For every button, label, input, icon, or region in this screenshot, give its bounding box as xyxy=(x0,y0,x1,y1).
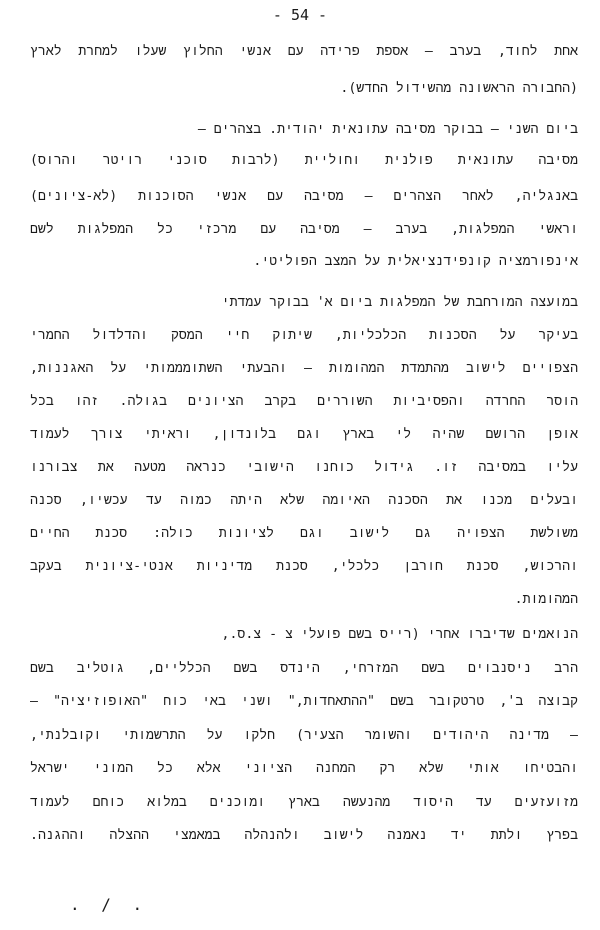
text-line: בעיקר על הסכנות הכלכליות, שיתוק חיי המסק והדלדול החמרי xyxy=(30,328,578,343)
text-line: מזועזעים עד היסוד מהנעשה בארץ ומוכנים במלוא כוחם לעמוד xyxy=(30,795,578,810)
text-line: והרכוש, סכנת חורבן כלכלי, סכנת מדיניות אנטי-ציונית בעקב xyxy=(30,559,578,574)
text-line: אחת לחוד, בערב — אספת פרידה עם אנשי החלוץ שעלו למחרת לארץ xyxy=(30,44,578,59)
text-line: וראשי המפלגות, בערב — מסיבה עם מרכזי כל המפלגות לשם xyxy=(30,222,578,237)
text-line: הצפויים לישוב מהתמדת המהומות — והבעתי השתומממותי על האגננות, xyxy=(30,361,578,376)
page-number: - 54 - xyxy=(272,6,328,24)
text-line: בפרץ ולתת יד נאמנה לישוב ולהנהלה במאמצי ההצלה וההגנה. xyxy=(30,828,578,843)
text-line: מסיבה עתונאית פולנית וחוליית (לרבות סוכני רויטר והרוס) xyxy=(30,153,578,168)
text-line: אינפורמציה קונפידנציאלית על המצב הפוליטי. xyxy=(253,254,578,269)
text-line: משולשת הצפויה גם לישוב וגם לציונות כולה: סכנת החיים xyxy=(30,526,578,541)
text-line: — מדינה היהודים והשומר הצעיר) חלקו על התרשמותי וקובלנתי, xyxy=(30,728,578,743)
text-line: המהומות. xyxy=(514,592,578,607)
text-line: הוסר החרדה והפסיביות השוררים בקרב הציונים בגולה. זהו בכל xyxy=(30,394,578,409)
text-line: ביום השני — בבוקר מסיבה עתונאית יהודית. בצהרים — xyxy=(197,122,578,137)
text-line: באנגליה, לאחר הצהרים — מסיבה עם אנשי הסוכנות (לא-ציונים) xyxy=(30,189,578,204)
text-line: ובעלים מכנו את הסכנה האיומה שלא היתה כמוה עד עכשיו, סכנה xyxy=(30,493,578,508)
text-line: במועצה המורחבת של המפלגות ביום א' בבוקר עמדתי xyxy=(221,295,578,310)
text-line: קבוצה ב', טרטקובר בשם "ההתאחדות," ושני באי כוח "האופוזיציה" — xyxy=(30,694,578,709)
text-line: הנואמים שדיברו אחרי (רייס בשם פועלי צ - צ.ס., xyxy=(221,627,578,642)
text-line: והבטיחו אותי שלא רק המחנה הציוני אלא כל המוני ישראל xyxy=(30,761,578,776)
text-line: (החבורה הראשונה מהשידול החדש). xyxy=(340,81,578,96)
text-line: עליו במסיבה זו. גידול כוחנו הישובי כנראה מטעה את צבורנו xyxy=(30,460,578,475)
text-line: הרב ניסנבוים בשם המזרחי, הינדס בשם הכלליים, גוטליב בשם xyxy=(30,661,578,676)
continuation-mark: . / . xyxy=(70,895,149,914)
text-line: אופן הרושם שהיה לי בארץ וגם בלונדון, וראיתי צורך לעמוד xyxy=(30,427,578,442)
